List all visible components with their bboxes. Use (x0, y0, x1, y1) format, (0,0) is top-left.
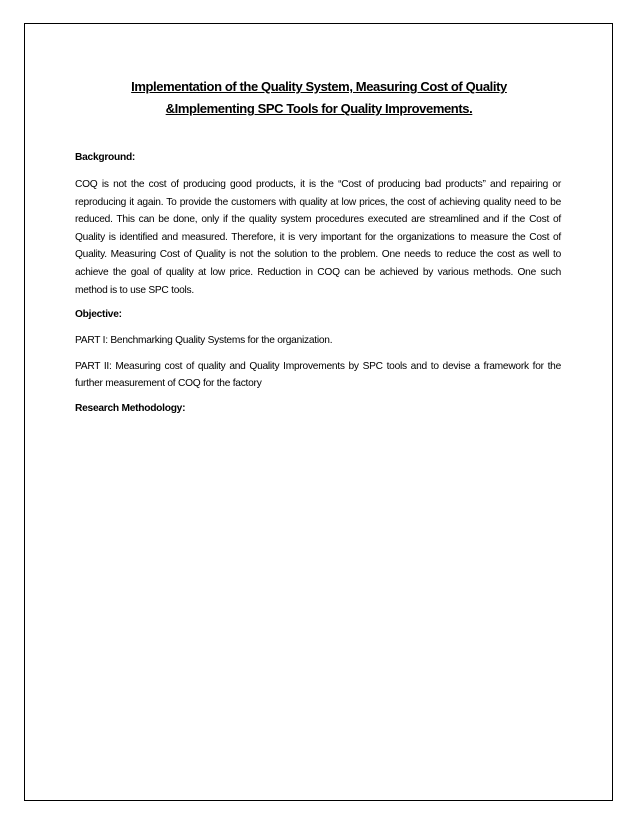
title-line-2: &Implementing SPC Tools for Quality Improvements. (165, 101, 473, 116)
objective-part-2: PART II: Measuring cost of quality and Quality Improvements by SPC tools and to devise a framework for the further measurement of COQ for the factory (75, 360, 561, 390)
objective-part-1: PART I: Benchmarking Quality Systems for the organization. (75, 335, 333, 347)
document-body (75, 151, 561, 416)
document-title (60, 76, 578, 120)
research-methodology-heading: Research Methodology: (75, 402, 186, 414)
title-line-1: Implementation of the Quality System, Measuring Cost of Quality (131, 79, 507, 94)
background-paragraph: COQ is not the cost of producing good products, it is the “Cost of producing bad products” and repairing or reproducing it again. To provide the customers with quality at low prices, the cost of achieving quality need to be reduced. This can be done, only if the quality system procedures executed are streamlined and if the Cost of Quality is identified and measured. Therefore, it is very important for the organizations to measure the Cost of Quality. Measuring Cost of Quality is not the solution to the problem. One needs to reduce the cost as well to achieve the goal of quality at low price. Reduction in COQ can be achieved by various methods. One such method is to use SPC tools. (75, 179, 561, 296)
background-heading: Background: (75, 152, 136, 163)
objective-heading: Objective: (75, 309, 122, 321)
